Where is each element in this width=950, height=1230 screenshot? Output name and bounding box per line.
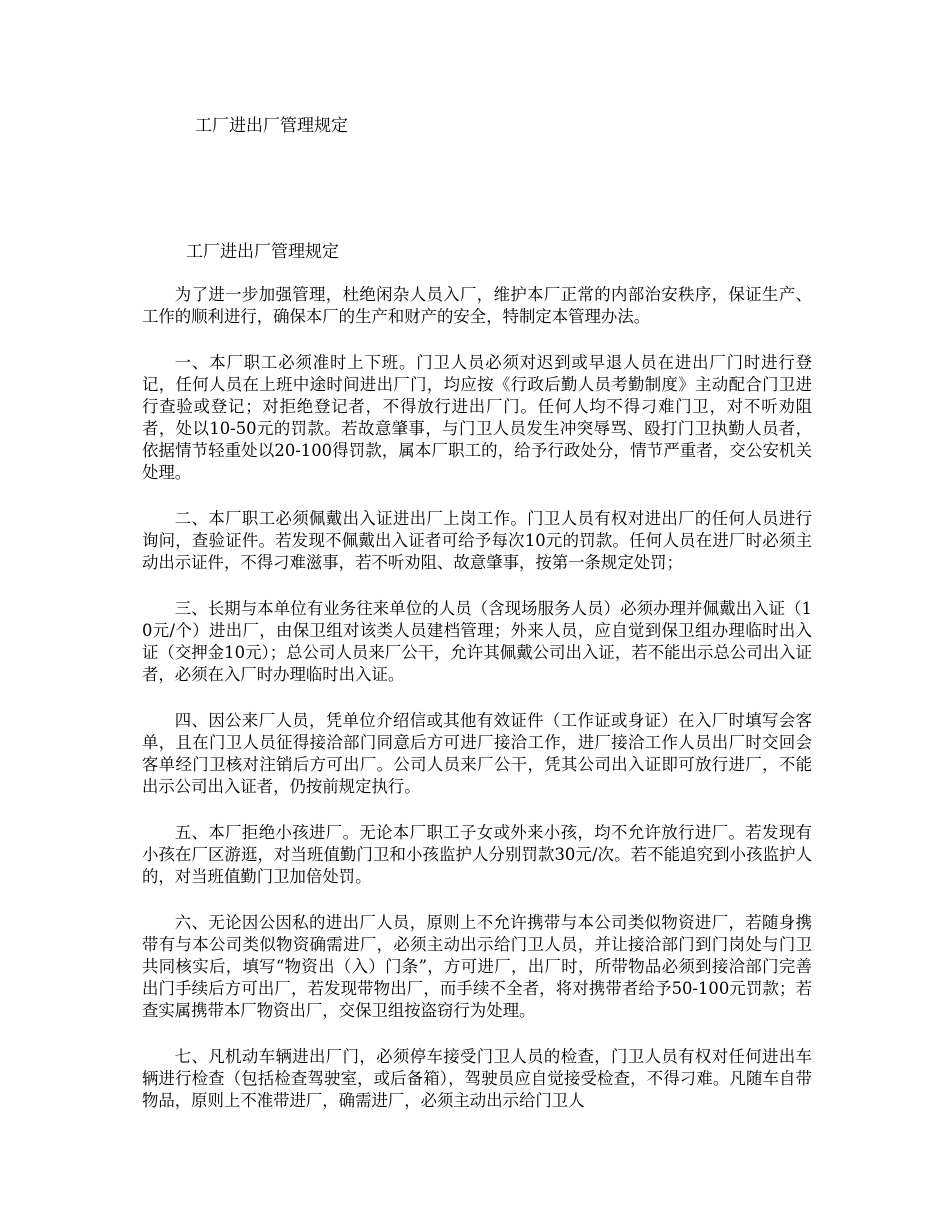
paragraph-rule-3: 三、长期与本单位有业务往来单位的人员（含现场服务人员）必须办理并佩戴出入证（10元/个）进出厂，由保卫组对该类人员建档管理；外来人员，应自觉到保卫组办理临时出入证（交押金10元）；总公司人员来厂公干，允许其佩戴公司出入证，若不能出示总公司出入证者，必须在入厂时办理临时出入证。 [142, 599, 812, 684]
document-body [142, 284, 812, 1136]
paragraph-intro: 为了进一步加强管理，杜绝闲杂人员入厂，维护本厂正常的内部治安秩序，保证生产、工作的顺利进行，确保本厂的生产和财产的安全，特制定本管理办法。 [142, 285, 812, 326]
document-subtitle: 工厂进出厂管理规定 [186, 242, 339, 262]
paragraph-rule-6: 六、无论因公因私的进出厂人员，原则上不允许携带与本公司类似物资进厂，若随身携带有与本公司类似物资确需进厂，必须主动出示给门卫人员，并让接洽部门到门岗处与门卫共同核实后，填写“物资出（入）门条”，方可进厂，出厂时，所带物品必须到接洽部门完善出门手续后方可出厂，若发现带物出厂，而手续不全者，将对携带者给予50-100元罚款；若查实属携带本厂物资出厂，交保卫组按盗窃行为处理。 [142, 913, 812, 1020]
document-title: 工厂进出厂管理规定 [195, 116, 348, 136]
paragraph-rule-5: 五、本厂拒绝小孩进厂。无论本厂职工子女或外来小孩，均不允许放行进厂。若发现有小孩在厂区游逛，对当班值勤门卫和小孩监护人分别罚款30元/次。若不能追究到小孩监护人的，对当班值勤门卫加倍处罚。 [142, 823, 812, 886]
paragraph-rule-2: 二、本厂职工必须佩戴出入证进出厂上岗工作。门卫人员有权对进出厂的任何人员进行询问，查验证件。若发现不佩戴出入证者可给予每次10元的罚款。任何人员在进厂时必须主动出示证件，不得刁难滋事，若不听劝阻、故意肇事，按第一条规定处罚； [142, 509, 812, 572]
paragraph-rule-7: 七、凡机动车辆进出厂门，必须停车接受门卫人员的检查，门卫人员有权对任何进出车辆进行检查（包括检查驾驶室，或后备箱），驾驶员应自觉接受检查，不得刁难。凡随车自带物品，原则上不准带进厂，确需进厂，必须主动出示给门卫人 [142, 1047, 812, 1110]
paragraph-rule-4: 四、因公来厂人员，凭单位介绍信或其他有效证件（工作证或身证）在入厂时填写会客单，且在门卫人员征得接洽部门同意后方可进厂接洽工作，进厂接洽工作人员出厂时交回会客单经门卫核对注销后方可出厂。公司人员来厂公干，凭其公司出入证即可放行进厂，不能出示公司出入证者，仍按前规定执行。 [142, 711, 812, 796]
paragraph-rule-1: 一、本厂职工必须准时上下班。门卫人员必须对迟到或早退人员在进出厂门时进行登记，任何人员在上班中途时间进出厂门，均应按《行政后勤人员考勤制度》主动配合门卫进行查验或登记；对拒绝登记者，不得放行进出厂门。任何人均不得刁难门卫，对不听劝阻者，处以10-50元的罚款。若故意肇事，与门卫人员发生冲突辱骂、殴打门卫执勤人员者，依据情节轻重处以20-100得罚款，属本厂职工的，给予行政处分，情节严重者，交公安机关处理。 [142, 353, 812, 482]
